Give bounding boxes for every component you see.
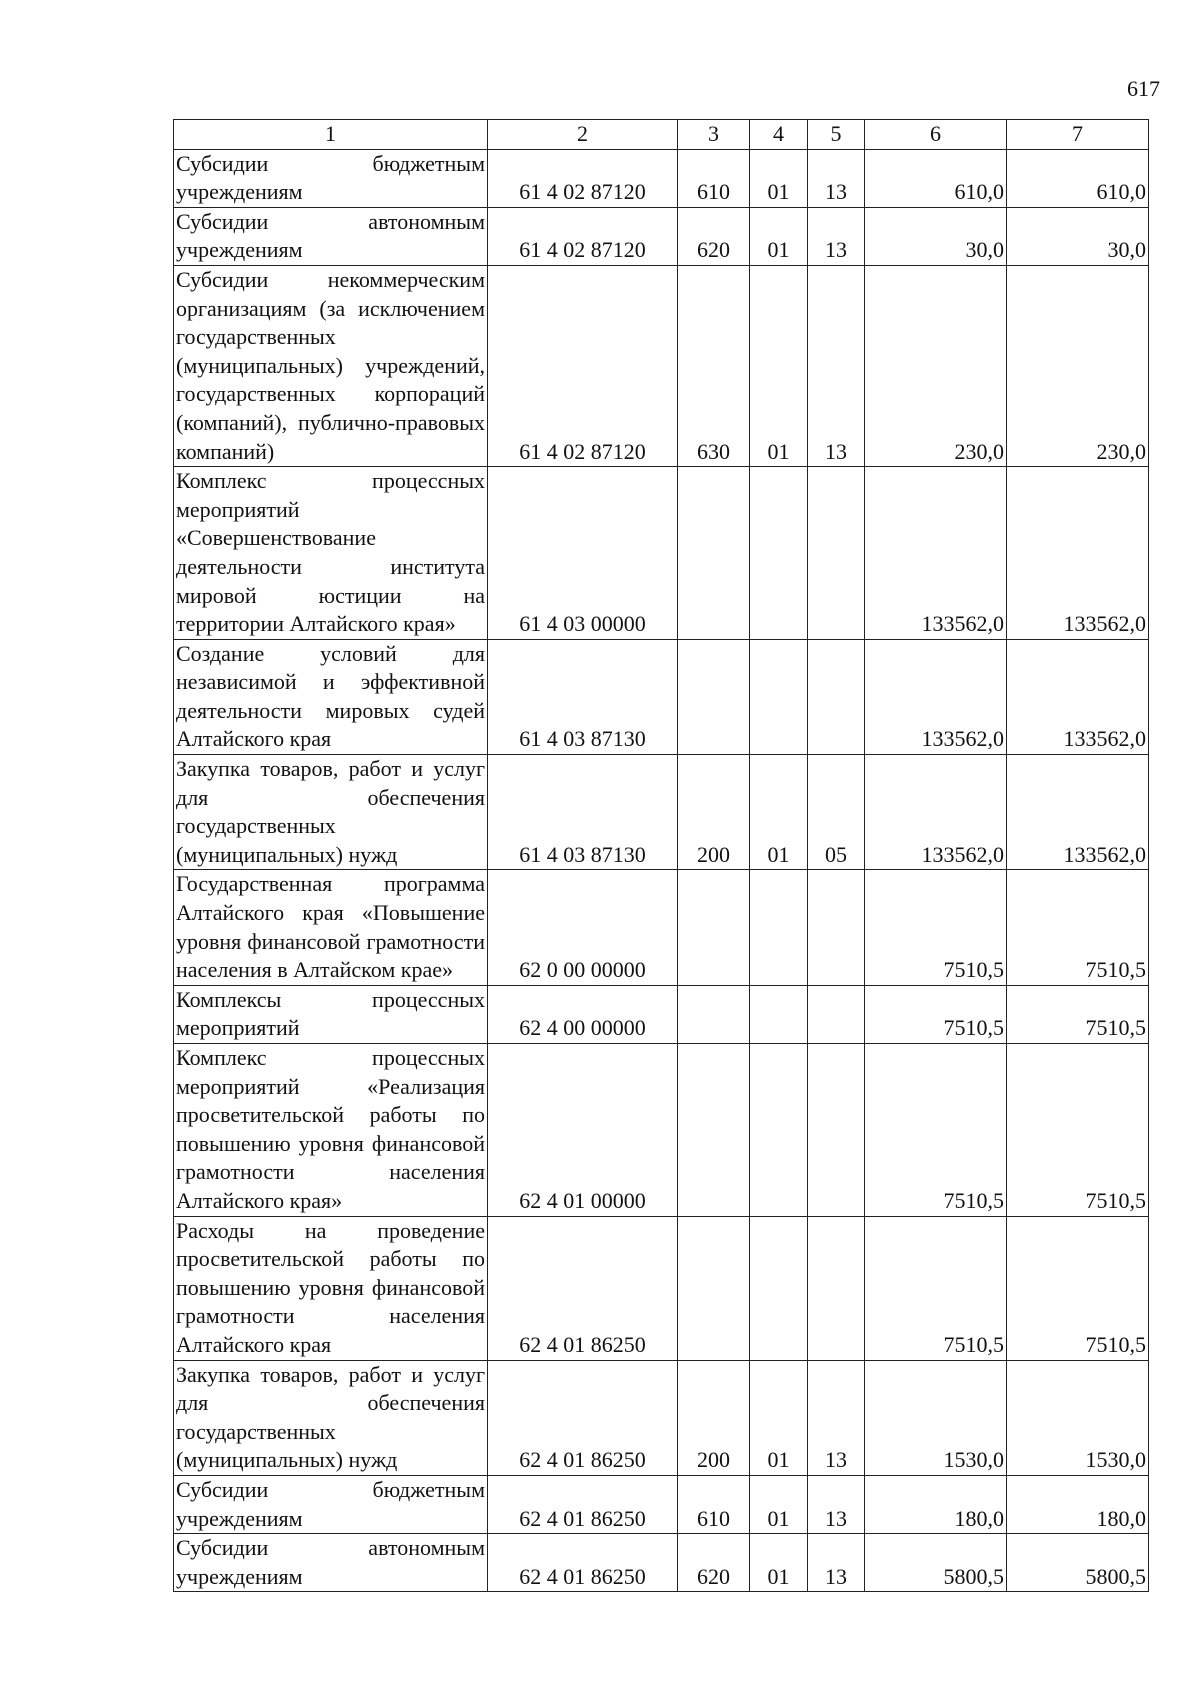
header-cell: 4 bbox=[750, 120, 808, 150]
header-cell: 2 bbox=[488, 120, 678, 150]
amount-year-2: 7510,5 bbox=[1007, 1216, 1149, 1360]
amount-year-1: 133562,0 bbox=[865, 467, 1007, 640]
amount-year-1: 7510,5 bbox=[865, 1044, 1007, 1217]
target-article-code: 61 4 02 87120 bbox=[488, 149, 678, 207]
subsection-code: 13 bbox=[808, 265, 865, 466]
amount-year-2: 133562,0 bbox=[1007, 639, 1149, 754]
amount-year-1: 133562,0 bbox=[865, 755, 1007, 870]
section-code: 01 bbox=[750, 1360, 808, 1475]
budget-table bbox=[173, 119, 1149, 1592]
item-name: Закупка товаров, работ и услуг для обеспечения государственных (муниципальных) нужд bbox=[174, 755, 488, 870]
target-article-code: 61 4 02 87120 bbox=[488, 207, 678, 265]
item-name: Комплексы процессных мероприятий bbox=[174, 985, 488, 1043]
subsection-code bbox=[808, 639, 865, 754]
table-body bbox=[174, 149, 1149, 1592]
subsection-code bbox=[808, 467, 865, 640]
subsection-code bbox=[808, 1044, 865, 1217]
expense-type-code bbox=[678, 639, 750, 754]
item-name: Субсидии бюджетным учреждениям bbox=[174, 149, 488, 207]
header-cell: 3 bbox=[678, 120, 750, 150]
amount-year-2: 7510,5 bbox=[1007, 870, 1149, 985]
expense-type-code bbox=[678, 1216, 750, 1360]
target-article-code: 62 4 01 86250 bbox=[488, 1475, 678, 1533]
expense-type-code: 200 bbox=[678, 755, 750, 870]
header-cell: 6 bbox=[865, 120, 1007, 150]
target-article-code: 61 4 03 87130 bbox=[488, 755, 678, 870]
amount-year-2: 7510,5 bbox=[1007, 1044, 1149, 1217]
amount-year-2: 180,0 bbox=[1007, 1475, 1149, 1533]
expense-type-code: 620 bbox=[678, 1534, 750, 1592]
amount-year-1: 230,0 bbox=[865, 265, 1007, 466]
section-code: 01 bbox=[750, 1475, 808, 1533]
amount-year-2: 5800,5 bbox=[1007, 1534, 1149, 1592]
amount-year-1: 1530,0 bbox=[865, 1360, 1007, 1475]
table-row bbox=[174, 1475, 1149, 1533]
amount-year-1: 7510,5 bbox=[865, 985, 1007, 1043]
table-row bbox=[174, 870, 1149, 985]
section-code bbox=[750, 985, 808, 1043]
expense-type-code bbox=[678, 1044, 750, 1217]
table-row bbox=[174, 1216, 1149, 1360]
target-article-code: 61 4 02 87120 bbox=[488, 265, 678, 466]
table-row bbox=[174, 1044, 1149, 1217]
target-article-code: 62 4 01 86250 bbox=[488, 1216, 678, 1360]
subsection-code: 05 bbox=[808, 755, 865, 870]
amount-year-1: 180,0 bbox=[865, 1475, 1007, 1533]
target-article-code: 61 4 03 87130 bbox=[488, 639, 678, 754]
section-code bbox=[750, 639, 808, 754]
table-row bbox=[174, 1534, 1149, 1592]
subsection-code: 13 bbox=[808, 1360, 865, 1475]
item-name: Субсидии автономным учреждениям bbox=[174, 207, 488, 265]
section-code bbox=[750, 870, 808, 985]
table-row bbox=[174, 755, 1149, 870]
expense-type-code: 610 bbox=[678, 1475, 750, 1533]
subsection-code: 13 bbox=[808, 1534, 865, 1592]
table-row bbox=[174, 207, 1149, 265]
amount-year-2: 30,0 bbox=[1007, 207, 1149, 265]
header-cell: 1 bbox=[174, 120, 488, 150]
section-code: 01 bbox=[750, 149, 808, 207]
target-article-code: 62 4 01 86250 bbox=[488, 1534, 678, 1592]
amount-year-1: 610,0 bbox=[865, 149, 1007, 207]
item-name: Субсидии бюджетным учреждениям bbox=[174, 1475, 488, 1533]
subsection-code: 13 bbox=[808, 207, 865, 265]
amount-year-2: 610,0 bbox=[1007, 149, 1149, 207]
amount-year-1: 7510,5 bbox=[865, 1216, 1007, 1360]
subsection-code: 13 bbox=[808, 1475, 865, 1533]
section-code: 01 bbox=[750, 265, 808, 466]
item-name: Создание условий для независимой и эффективной деятельности мировых судей Алтайского края bbox=[174, 639, 488, 754]
table-row bbox=[174, 265, 1149, 466]
section-code bbox=[750, 467, 808, 640]
item-name: Субсидии автономным учреждениям bbox=[174, 1534, 488, 1592]
amount-year-1: 133562,0 bbox=[865, 639, 1007, 754]
expense-type-code: 630 bbox=[678, 265, 750, 466]
expense-type-code bbox=[678, 985, 750, 1043]
table-row bbox=[174, 149, 1149, 207]
header-row bbox=[174, 120, 1149, 150]
expense-type-code: 610 bbox=[678, 149, 750, 207]
table-row bbox=[174, 985, 1149, 1043]
header-cell: 5 bbox=[808, 120, 865, 150]
item-name: Комплекс процессных мероприятий «Совершенствование деятельности института мировой юстиции на территории Алтайского края» bbox=[174, 467, 488, 640]
table-row bbox=[174, 467, 1149, 640]
item-name: Государственная программа Алтайского края «Повышение уровня финансовой грамотности населения в Алтайском крае» bbox=[174, 870, 488, 985]
subsection-code bbox=[808, 985, 865, 1043]
item-name: Расходы на проведение просветительской работы по повышению уровня финансовой грамотности населения Алтайского края bbox=[174, 1216, 488, 1360]
target-article-code: 62 4 01 00000 bbox=[488, 1044, 678, 1217]
item-name: Субсидии некоммерческим организациям (за исключением государственных (муниципальных) учреждений, государственных корпораций (компаний), публично-правовых компаний) bbox=[174, 265, 488, 466]
section-code: 01 bbox=[750, 207, 808, 265]
subsection-code bbox=[808, 870, 865, 985]
subsection-code bbox=[808, 1216, 865, 1360]
amount-year-2: 1530,0 bbox=[1007, 1360, 1149, 1475]
subsection-code: 13 bbox=[808, 149, 865, 207]
page-number: 617 bbox=[1127, 76, 1160, 101]
section-code bbox=[750, 1044, 808, 1217]
amount-year-1: 7510,5 bbox=[865, 870, 1007, 985]
expense-type-code bbox=[678, 467, 750, 640]
amount-year-2: 230,0 bbox=[1007, 265, 1149, 466]
item-name: Комплекс процессных мероприятий «Реализация просветительской работы по повышению уровня финансовой грамотности населения Алтайского края» bbox=[174, 1044, 488, 1217]
expense-type-code: 620 bbox=[678, 207, 750, 265]
item-name: Закупка товаров, работ и услуг для обеспечения государственных (муниципальных) нужд bbox=[174, 1360, 488, 1475]
target-article-code: 61 4 03 00000 bbox=[488, 467, 678, 640]
expense-type-code: 200 bbox=[678, 1360, 750, 1475]
amount-year-2: 7510,5 bbox=[1007, 985, 1149, 1043]
section-code bbox=[750, 1216, 808, 1360]
table-row bbox=[174, 639, 1149, 754]
header-cell: 7 bbox=[1007, 120, 1149, 150]
target-article-code: 62 4 01 86250 bbox=[488, 1360, 678, 1475]
section-code: 01 bbox=[750, 1534, 808, 1592]
target-article-code: 62 4 00 00000 bbox=[488, 985, 678, 1043]
target-article-code: 62 0 00 00000 bbox=[488, 870, 678, 985]
expense-type-code bbox=[678, 870, 750, 985]
section-code: 01 bbox=[750, 755, 808, 870]
amount-year-2: 133562,0 bbox=[1007, 467, 1149, 640]
amount-year-1: 30,0 bbox=[865, 207, 1007, 265]
amount-year-1: 5800,5 bbox=[865, 1534, 1007, 1592]
amount-year-2: 133562,0 bbox=[1007, 755, 1149, 870]
table-row bbox=[174, 1360, 1149, 1475]
